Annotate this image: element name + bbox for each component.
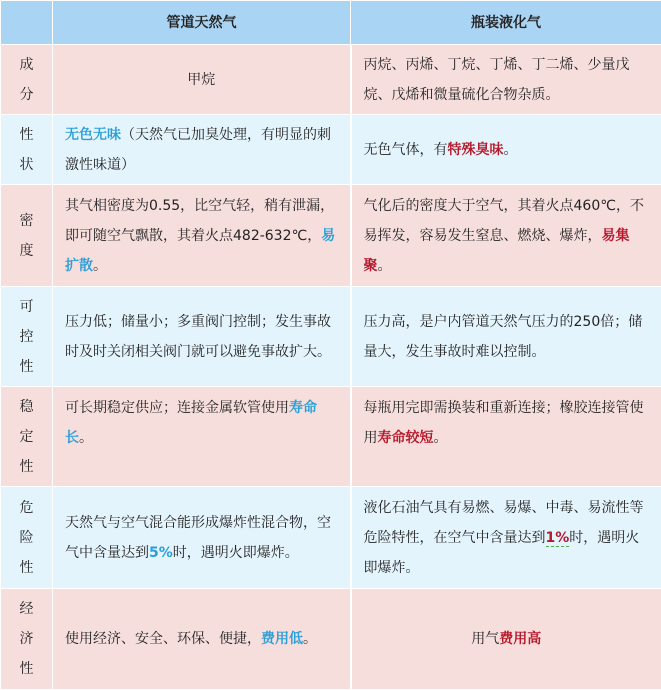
cell-text: 使用经济、安全、环保、便捷，	[65, 631, 261, 647]
row-label-char: 分	[11, 80, 42, 110]
cell-emphasis: 1%	[546, 530, 570, 547]
cell-text: 液化石油气具有易燃、易爆、中毒、易流性等危险特性，在空气中含量达到	[364, 500, 644, 546]
cell-emphasis: 寿命长	[65, 400, 317, 446]
row-label	[1, 387, 53, 487]
header-lpg: 瓶装液化气	[351, 1, 661, 45]
lpg-cell	[351, 589, 661, 690]
row-label-char: 控	[11, 322, 42, 352]
row-label-char: 度	[11, 236, 42, 266]
lpg-cell	[351, 487, 661, 589]
row-stability	[1, 387, 661, 487]
natural-gas-cell	[53, 589, 351, 690]
cell-emphasis: 费用高	[499, 631, 541, 647]
cell-text: 气化后的密度大于空气，其着火点460℃，不易挥发，容易发生窒息、燃烧、爆炸，	[364, 198, 644, 244]
cell-text: 。	[378, 258, 392, 274]
lpg-cell	[351, 185, 661, 287]
natural-gas-cell	[53, 387, 351, 487]
header-row	[1, 1, 661, 45]
cell-text: 甲烷	[187, 72, 215, 88]
cell-emphasis: 寿命较短	[378, 430, 434, 446]
row-label	[1, 45, 53, 115]
row-label-char: 成	[11, 50, 42, 80]
row-label-char: 经	[11, 594, 42, 624]
row-controllability	[1, 287, 661, 387]
cell-text: 。	[504, 142, 518, 158]
natural-gas-cell	[53, 287, 351, 387]
row-label	[1, 185, 53, 287]
cell-text: 压力高，是户内管道天然气压力的250倍；储量大，发生事故时难以控制。	[364, 314, 643, 360]
lpg-cell	[351, 115, 661, 185]
row-label-char: 密	[11, 206, 42, 236]
cell-text: 。	[79, 430, 93, 446]
cell-text: 丙烷、丙烯、丁烷、丁烯、丁二烯、少量戊烷、戊烯和微量硫化合物杂质。	[364, 57, 630, 103]
row-label	[1, 115, 53, 185]
natural-gas-cell	[53, 487, 351, 589]
row-label	[1, 589, 53, 690]
row-label-char: 济	[11, 624, 42, 654]
cell-text: 。	[434, 430, 448, 446]
row-economy	[1, 589, 661, 690]
cell-emphasis: 无色无味	[65, 127, 121, 143]
lpg-cell	[351, 45, 661, 115]
row-label-char: 可	[11, 292, 42, 322]
cell-text: 时，遇明火即爆炸。	[173, 545, 299, 561]
row-label-char: 险	[11, 523, 42, 553]
cell-text: 每瓶用完即需换装和重新连接；橡胶连接管使用	[364, 400, 644, 446]
cell-emphasis: 费用低	[261, 631, 303, 647]
cell-emphasis: 5%	[149, 545, 173, 561]
cell-emphasis: 易集聚	[364, 228, 630, 274]
cell-emphasis: 特殊臭味	[448, 142, 504, 158]
row-appearance	[1, 115, 661, 185]
lpg-cell	[351, 287, 661, 387]
row-label-char: 性	[11, 654, 42, 684]
natural-gas-cell	[53, 115, 351, 185]
cell-emphasis: 易扩散	[65, 228, 335, 274]
lpg-cell	[351, 387, 661, 487]
row-composition	[1, 45, 661, 115]
row-label-char: 性	[11, 120, 42, 150]
cell-text: 其气相密度为0.55，比空气轻，稍有泄漏，即可随空气飘散，其着火点482-632℃，	[65, 198, 334, 244]
cell-text: 。	[303, 631, 317, 647]
row-label-char: 性	[11, 352, 42, 382]
header-corner	[1, 1, 53, 45]
header-natural-gas: 管道天然气	[53, 1, 351, 45]
row-label	[1, 487, 53, 589]
row-label-char: 性	[11, 452, 42, 482]
row-label-char: 状	[11, 150, 42, 180]
cell-text: （天然气已加臭处理，有明显的刺激性味道）	[65, 127, 331, 173]
cell-text: 无色气体，有	[364, 142, 448, 158]
row-label-char: 定	[11, 422, 42, 452]
cell-text: 天然气与空气混合能形成爆炸性混合物，空气中含量达到	[65, 515, 331, 561]
cell-text: 用气	[471, 631, 499, 647]
natural-gas-cell	[53, 185, 351, 287]
row-label	[1, 287, 53, 387]
row-danger	[1, 487, 661, 589]
cell-text: 压力低；储量小；多重阀门控制；发生事故时及时关闭相关阀门就可以避免事故扩大。	[65, 314, 331, 360]
row-density	[1, 185, 661, 287]
cell-text: 可长期稳定供应；连接金属软管使用	[65, 400, 289, 416]
cell-text: 时，遇明火即爆炸。	[364, 530, 640, 576]
natural-gas-cell	[53, 45, 351, 115]
row-label-char: 稳	[11, 392, 42, 422]
cell-text: 。	[93, 258, 107, 274]
row-label-char: 危	[11, 493, 42, 523]
row-label-char: 性	[11, 553, 42, 583]
